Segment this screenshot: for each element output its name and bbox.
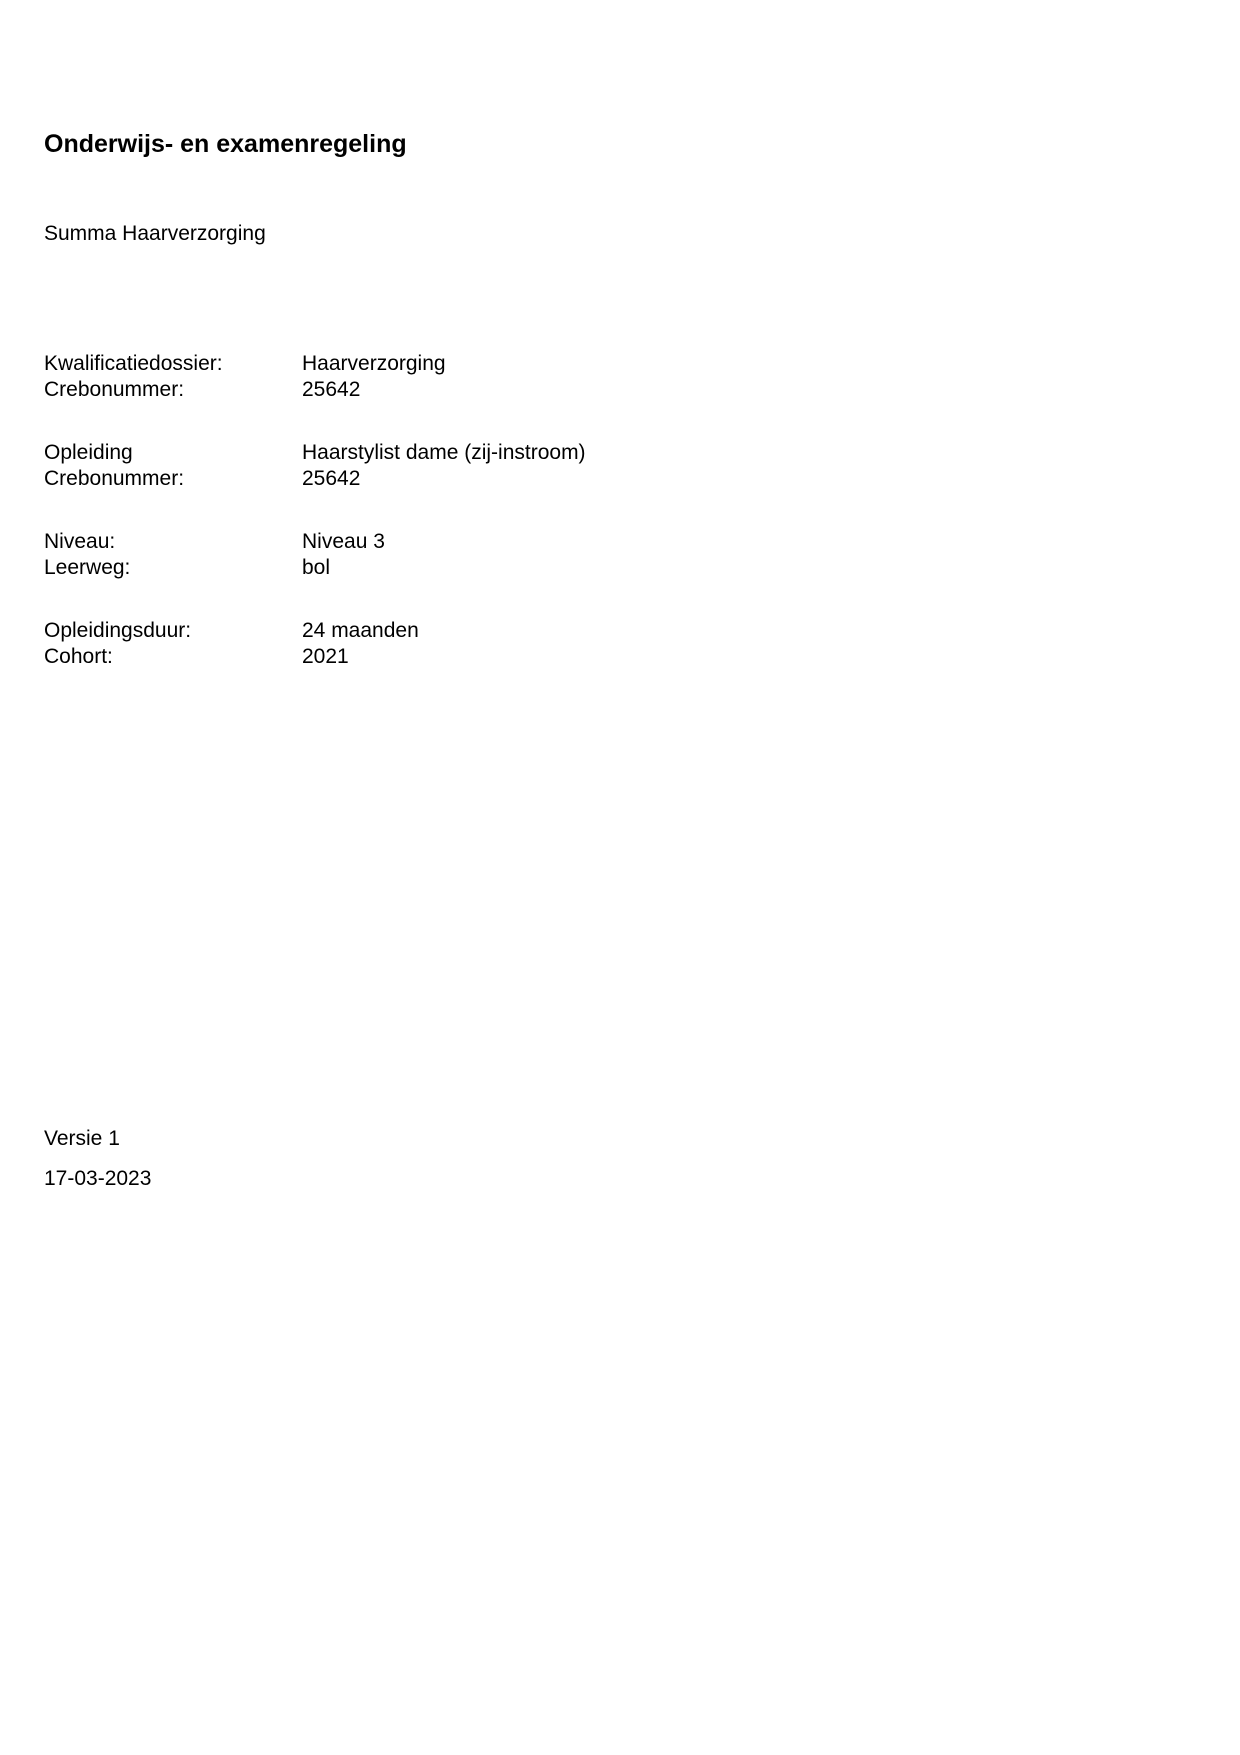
document-date: 17-03-2023 [44,1167,152,1190]
document-title: Onderwijs- en examenregeling [44,130,407,158]
info-label: Kwalificatiedossier: [44,352,223,375]
info-label: Niveau: [44,530,116,553]
document-info-block [44,351,586,707]
organization-name: Summa Haarverzorging [44,222,266,245]
info-row-kwalificatiedossier [44,351,586,377]
info-value: Niveau 3 [302,530,385,553]
info-value: 2021 [302,645,349,668]
info-value: Haarverzorging [302,352,446,375]
info-label: Opleiding [44,441,133,464]
info-row-leerweg [44,555,586,581]
info-label: Opleidingsduur: [44,619,192,642]
info-value: 25642 [302,467,361,490]
info-row-crebonummer [44,466,586,492]
info-value: 25642 [302,378,361,401]
info-row-crebonummer [44,377,586,403]
info-group-opleiding [44,440,586,492]
info-value: bol [302,556,331,579]
info-label: Cohort: [44,645,113,668]
info-row-niveau [44,529,586,555]
version-block [44,1126,151,1192]
info-label: Crebonummer: [44,467,185,490]
info-row-opleidingsduur [44,618,586,644]
info-value: 24 maanden [302,619,419,642]
version-label: Versie 1 [44,1127,120,1150]
info-value: Haarstylist dame (zij-instroom) [302,441,586,464]
info-label: Leerweg: [44,556,131,579]
info-label: Crebonummer: [44,378,185,401]
info-group-opleidingsduur [44,618,586,670]
info-group-niveau [44,529,586,581]
info-row-cohort [44,644,586,670]
info-group-kwalificatiedossier [44,351,586,403]
info-row-opleiding [44,440,586,466]
